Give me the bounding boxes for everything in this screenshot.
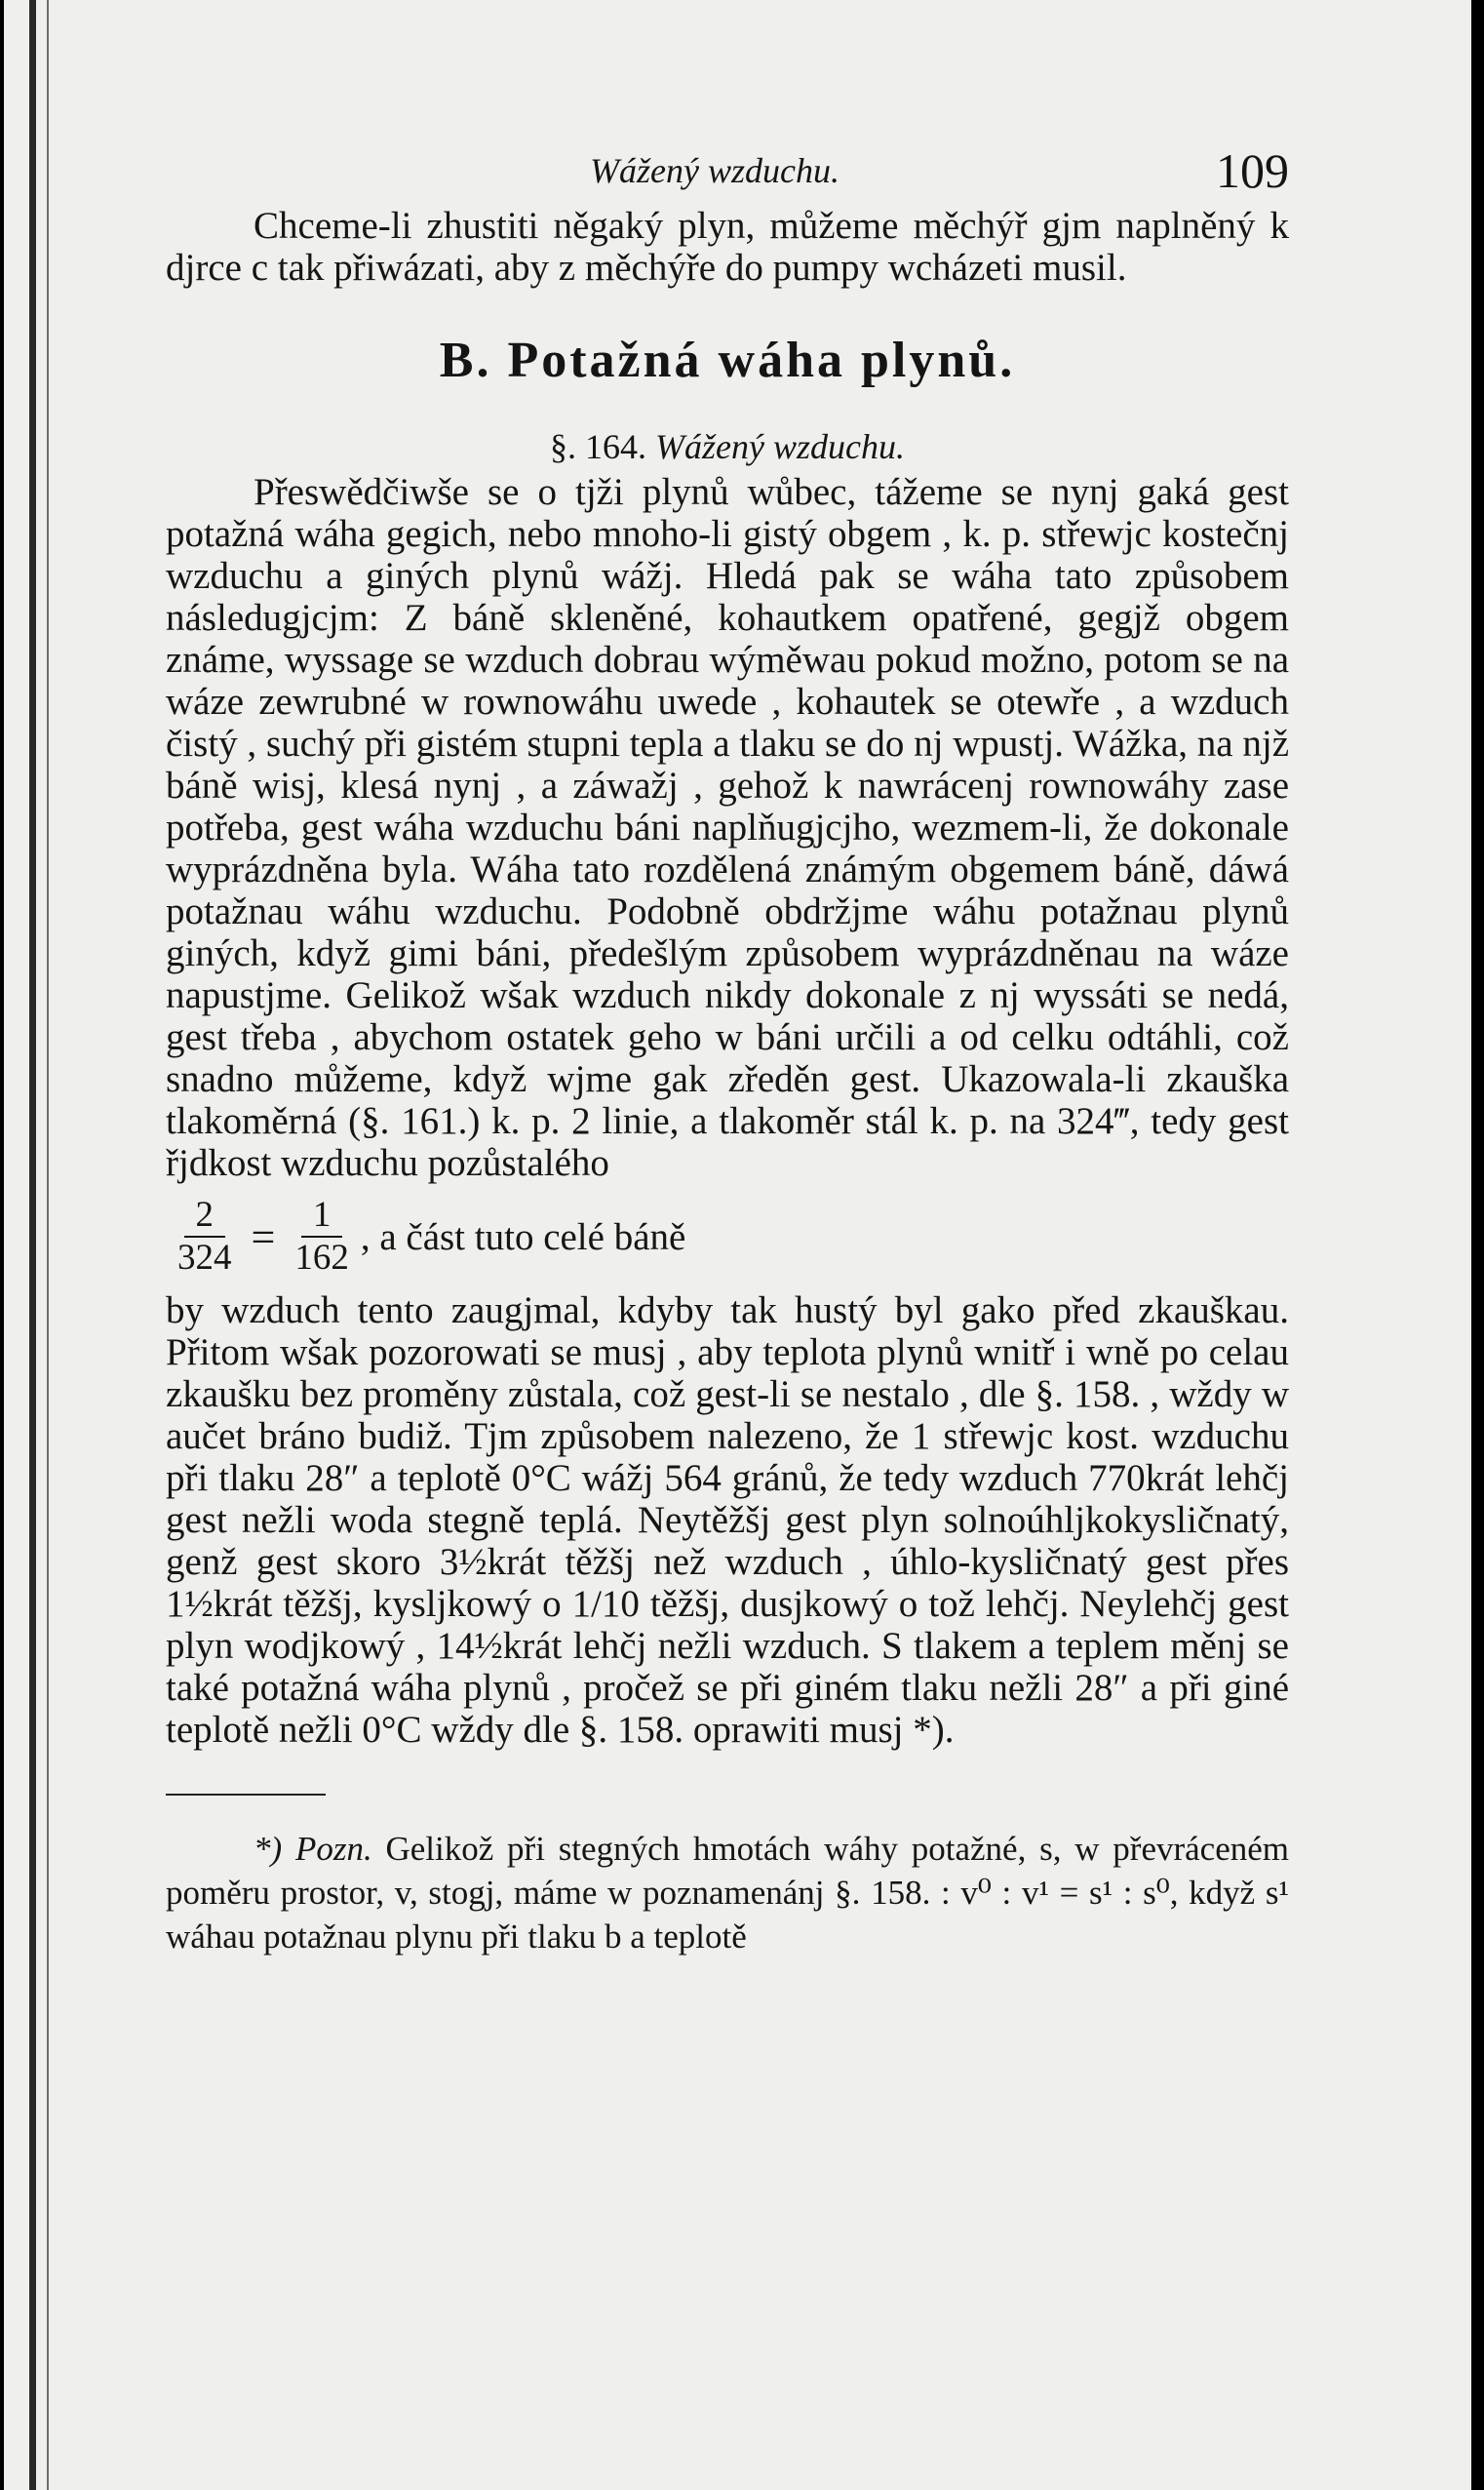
fraction-equation (166, 1184, 1289, 1289)
footnote-label: Pozn. (294, 1830, 372, 1868)
running-head: Wážený wzduchu. (590, 151, 840, 190)
fraction-right (294, 1195, 349, 1279)
footnote-mark: *) (254, 1830, 283, 1868)
fraction-left (177, 1195, 232, 1279)
paragraph-heading (166, 426, 1289, 467)
footnote-text: Gelikož při stegných hmotách wáhy potažné, s, w převráceném poměru prostor, v, stogj, máme w poznamenánj §. 158. : v⁰ : v¹ = s¹ : s⁰, když s¹ wáhau potažnau plynu při tlaku b a teplotě (166, 1830, 1290, 1956)
page-header (166, 143, 1289, 205)
fraction-trailing-text: , a část tuto celé báně (360, 1215, 686, 1258)
page-edge-line (47, 0, 49, 2490)
equals-sign: = (251, 1212, 276, 1261)
footnote-divider (166, 1794, 326, 1796)
fraction-right-denominator: 162 (294, 1238, 349, 1278)
section-title: B. Potažná wáha plynů. (439, 333, 1016, 388)
body-paragraph-2: by wzduch tento zaugjmal, kdyby tak hustý byl gako před zkauškau. Přitom wšak pozorowati se musj , aby teplota plynů wnitř i wně po celau zkaušku bez proměny zůstala, což gest-li se nestalo , dle §. 158. , wždy w aučet bráno budiž. Tjm způsobem nalezeno, že 1 střewjc kost. wzduchu při tlaku 28″ a teplotě 0°C wážj 564 gránů, že tedy wzduch 770krát lehčj gest nežli woda stegně teplá. Neytěžšj gest plyn solnoúhljkokysličnatý, genž gest skoro 3½krát těžšj než wzduch , úhlo-kysličnatý gest přes 1½krát těžšj, kysljkowý o 1/10 těžšj, dusjkowý o tož lehčj. Neylehčj gest plyn wodjkowý , 14½krát lehčj nežli wzduch. S tlakem a teplem měnj se také potažná wáha plynů , pročež se při giném tlaku nežli 28″ a při giné teplotě nežli 0°C wždy dle §. 158. oprawiti musj *). (166, 1289, 1289, 1751)
fraction-right-numerator: 1 (301, 1195, 343, 1238)
paragraph-title: Wážený wzduchu. (655, 427, 905, 466)
footnote (166, 1827, 1289, 1958)
intro-paragraph: Chceme-li zhustiti něgaký plyn, můžeme měchýř gjm naplněný k djrce c tak přiwázati, aby z měchýře do pumpy wcházeti musil. (166, 205, 1289, 289)
page-number: 109 (1216, 143, 1289, 198)
page-edge-shadow (29, 0, 36, 2490)
paragraph-number: §. 164. (550, 427, 647, 466)
scanned-page (4, 0, 1471, 2490)
fraction-left-numerator: 2 (184, 1195, 226, 1238)
fraction-left-denominator: 324 (177, 1238, 232, 1278)
page-text-block (166, 143, 1290, 1958)
body-paragraph-1: Přeswědčiwše se o tjži plynů wůbec, tážeme se nynj gaká gest potažná wáha gegich, nebo mnoho-li gistý obgem , k. p. střewjc kostečnj wzduchu a giných plynů wážj. Hledá pak se wáha tato způsobem následugjcjm: Z báně skleněné, kohautkem opatřené, gegjž obgem známe, wyssage se wzduch dobrau wýměwau pokud možno, potom se na wáze zewrubné w rownowáhu uwede , kohautek se otewře , a wzduch čistý , suchý při gistém stupni tepla a tlaku se do nj wpustj. Wážka, na njž báně wisj, klesá nynj , a záwažj , gehož k nawrácenj rownowáhy zase potřeba, gest wáha wzduchu báni naplňugjcjho, wezmem-li, že dokonale wyprázdněna byla. Wáha tato rozdělená známým obgemem báně, dáwá potažnau wáhu wzduchu. Podobně obdržjme wáhu potažnau plynů giných, když gimi báni, předešlým způsobem wyprázdněnau na wáze napustjme. Gelikož wšak wzduch nikdy dokonale z nj wyssáti se nedá, gest třeba , abychom ostatek geho w báni určili a od celku odtáhli, což snadno můžeme, když wjme gak zředěn gest. Ukazowala-li zkauška tlakoměrná (§. 161.) k. p. 2 linie, a tlakoměr stál k. p. na 324‴, tedy gest řjdkost wzduchu pozůstalého (166, 471, 1289, 1184)
